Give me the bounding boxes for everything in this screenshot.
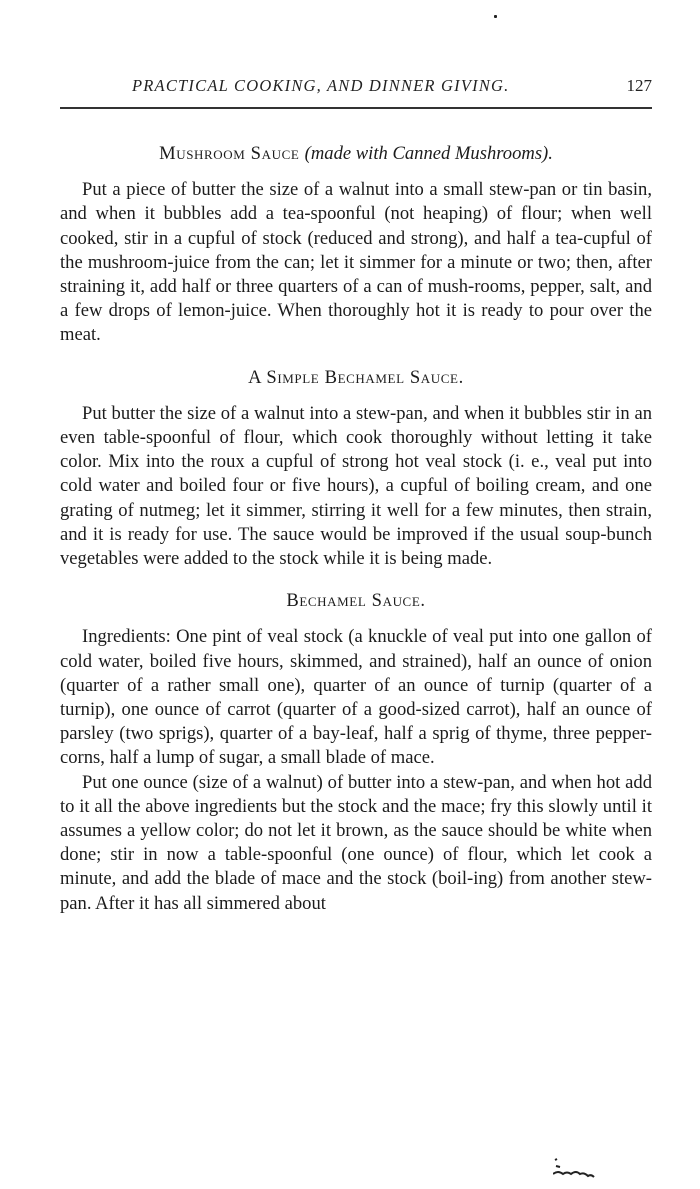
- page-number: 127: [626, 76, 652, 95]
- page-body: [60, 142, 652, 916]
- section-title-bechamel: Bechamel Sauce.: [286, 590, 426, 612]
- section-title-simple-bechamel: A Simple Bechamel Sauce.: [248, 366, 464, 388]
- paragraph: Put butter the size of a walnut into a stew-pan, and when it bubbles stir in an even table-spoonful of flour, which cook thoroughly without letting it take color. Mix into the roux a cupful of strong hot veal stock (i. e., veal put into cold water and boiled four or five hours), a cupful of boiling cream, and one grating of nutmeg; let it simmer, stirring it well for a few minutes, then strain, and it is ready for use. The sauce would be improved if the usual soup-bunch vegetables were added to the stock while it is being made.: [60, 402, 652, 570]
- header-rule: [60, 107, 652, 109]
- section-title-subtitle: (made with Canned Mushrooms).: [304, 143, 553, 164]
- section-title-mushroom-sauce: [60, 142, 652, 166]
- paragraph: Put a piece of butter the size of a walnut into a small stew-pan or tin basin, and when it bubbles add a tea-spoonful (not heaping) of flour; when well cooked, stir in a cupful of stock (reduced and strong), and half a tea-cupful of the mushroom-juice from the can; let it simmer for a minute or two; then, after straining it, add half or three quarters of a can of mush-rooms, pepper, salt, and a few drops of lemon-juice. When thoroughly hot it is ready to pour over the meat.: [60, 179, 652, 346]
- section-title-main: Mushroom Sauce: [159, 143, 300, 164]
- running-head: [60, 76, 650, 102]
- ink-speck: [494, 15, 497, 18]
- running-title: PRACTICAL COOKING, AND DINNER GIVING.: [132, 76, 510, 95]
- ink-scrawl-mark: [553, 1148, 608, 1178]
- paragraph: Ingredients: One pint of veal stock (a knuckle of veal put into one gallon of cold water, boiled five hours, skimmed, and strained), half an ounce of onion (quarter of a rather small one), quarter of an ounce of turnip (quarter of a turnip), one ounce of carrot (quarter of a good-sized carrot), half an ounce of parsley (two sprigs), quarter of a bay-leaf, half a sprig of thyme, three pepper-corns, half a lump of sugar, a small blade of mace.: [60, 626, 652, 769]
- paragraph: Put one ounce (size of a walnut) of butter into a stew-pan, and when hot add to it all the above ingredients but the stock and the mace; fry this slowly until it assumes a yellow color; do not let it brown, as the sauce should be white when done; stir in now a table-spoonful (one ounce) of flour, which let cook a minute, and add the blade of mace and the stock (boil-ing) from another stew-pan. After it has all simmered about: [60, 771, 652, 914]
